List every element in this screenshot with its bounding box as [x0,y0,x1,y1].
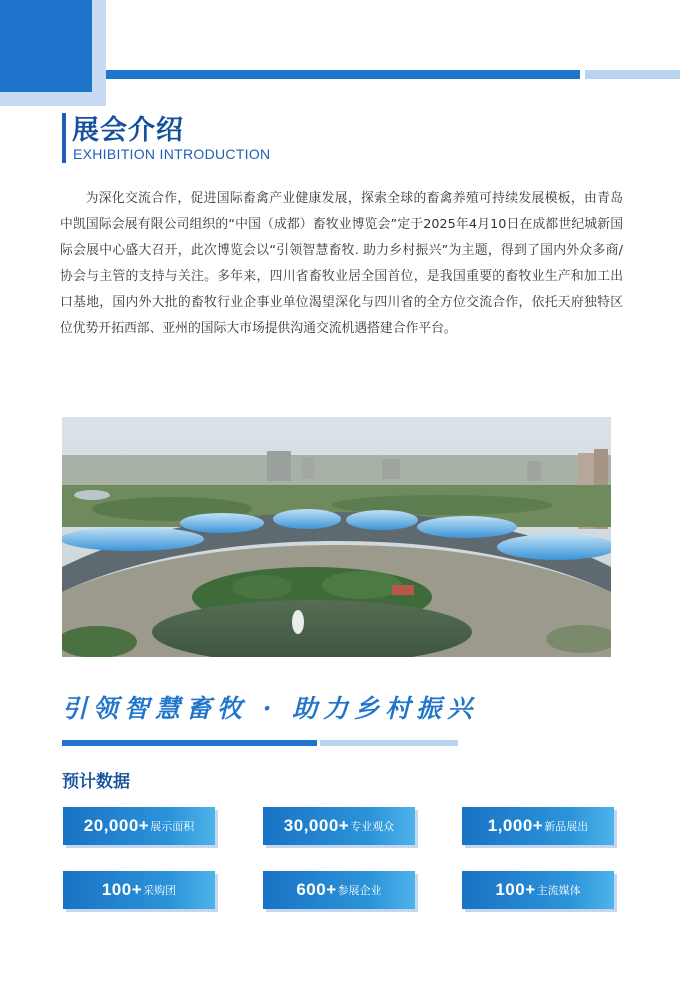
stat-label: 新品展出 [544,820,589,833]
stat-card [462,871,614,909]
header-rule-dark [106,70,580,79]
corner-decoration-light [92,0,106,106]
stat-card [63,807,215,845]
convention-center-photo [62,417,611,657]
stat-label: 展示面积 [150,820,195,833]
stat-card [63,871,215,909]
stat-value: 100+ [495,880,536,899]
intro-paragraph: 为深化交流合作，促进国际畜禽产业健康发展，探索全球的畜禽养殖可持续发展模板，由青岛中凯国际会展有限公司组织的“中国（成都）畜牧业博览会”定于2025年4月10日在成都世纪城新国际会展中心盛大召开，此次博览会以“引领智慧畜牧. 助力乡村振兴”为主题，得到了国内外众多商/协会与主管的支持与关注。多年来，四川省畜牧业居全国首位，是我国重要的畜牧业生产和加工出口基地，国内外大批的畜牧行业企事业单位渴望深化与四川省的全方位交流合作，依托天府独特区位优势开拓西部、亚州的国际大市场提供沟通交流机遇搭建合作平台。 [60,191,623,336]
stat-value: 1,000+ [487,816,544,835]
stat-label: 主流媒体 [536,884,581,897]
stat-label: 参展企业 [337,884,382,897]
stat-value: 20,000+ [83,816,150,835]
stat-value: 600+ [296,880,337,899]
stats-heading: 预计数据 [62,772,130,792]
slogan-text: 引领智慧畜牧 · 助力乡村振兴 [62,694,479,723]
corner-decoration-dark [0,0,92,92]
stat-label: 采购团 [143,884,177,897]
corner-decoration-light-bottom [0,92,106,106]
header-rule-light [585,70,680,79]
stat-card [462,807,614,845]
slogan-rule-light [320,740,458,746]
stat-card [263,807,415,845]
stat-label: 专业观众 [350,820,395,833]
stat-card [263,871,415,909]
slogan-rule-dark [62,740,317,746]
page-title: 展会介绍 [72,115,184,146]
page-subtitle: EXHIBITION INTRODUCTION [73,146,271,162]
stat-value: 30,000+ [283,816,350,835]
title-accent-bar [62,113,66,163]
stat-value: 100+ [101,880,143,899]
